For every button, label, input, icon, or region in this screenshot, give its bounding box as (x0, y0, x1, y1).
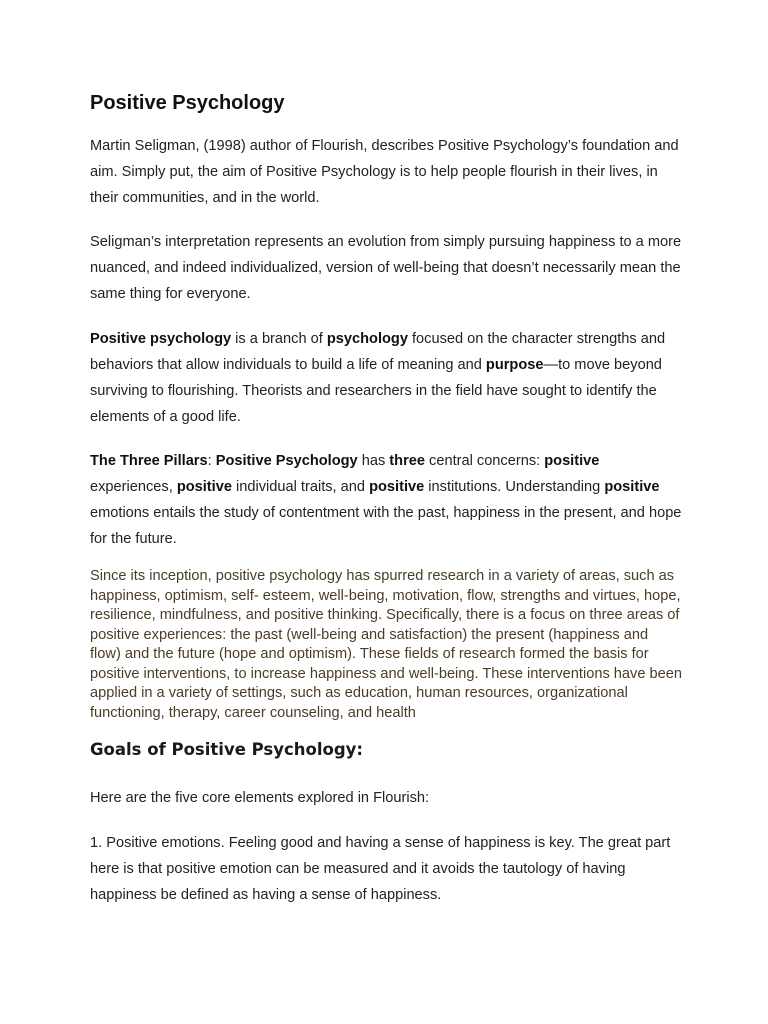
paragraph-three-pillars (90, 448, 682, 552)
paragraph-definition (90, 326, 682, 430)
paragraph-core-elements: Here are the five core elements explored in Flourish: (90, 790, 430, 806)
bold-term: positive (369, 479, 425, 495)
bold-term: purpose (485, 357, 544, 373)
paragraph-intro: Martin Seligman, (1998) author of Flourish, describes Positive Psychology’s foundation and aim. Simply put, the aim of Positive Psychology is to help people flourish in their lives, in their communities, and in the world. (90, 138, 679, 206)
text-run: central concerns: (424, 453, 545, 469)
bold-term: Positive Psychology (215, 453, 358, 469)
text-run: emotions entails the study of contentment with the past, happiness in the present, and hope for the future. (90, 505, 682, 547)
text-run: —to move beyond surviving to flourishing. Theorists and researchers in the field have sought to identify the elements of a good life. (90, 357, 662, 425)
bold-term: The Three Pillars (90, 453, 208, 469)
list-item-positive-emotions: 1. Positive emotions. Feeling good and having a sense of happiness is key. The great part here is that positive emotion can be measured and it avoids the tautology of having happiness be defined as having a sense of happiness. (90, 835, 671, 903)
text-run: focused on the character strengths and behaviors that allow individuals to build a life of meaning and (90, 331, 666, 373)
bold-term: three (389, 453, 425, 469)
bold-term: positive (176, 479, 232, 495)
paragraph-interpretation: Seligman’s interpretation represents an evolution from simply pursuing happiness to a more nuanced, and indeed individualized, version of well-being that doesn’t necessarily mean the same thing for everyone. (90, 234, 682, 302)
bold-term: psychology (326, 331, 408, 347)
text-run: is a branch of (231, 331, 327, 347)
text-run: individual traits, and (231, 479, 370, 495)
bold-term: Positive psychology (90, 331, 232, 347)
paragraph-research-areas: Since its inception, positive psychology has spurred research in a variety of areas, such as happiness, optimism, self- esteem, well-being, motivation, flow, strengths and virtues, hope, resilience, mindfulness, and positive thinking. Specifically, there is a focus on three areas of positive experiences: the past (well-being and satisfaction) the present (happiness and flow) and the future (hope and optimism). These fields of research formed the basis for positive interventions, to increase happiness and well-being. These interventions have been applied in a variety of settings, such as education, human resources, organizational functioning, therapy, career counseling, and health (90, 568, 682, 721)
bold-term: positive (544, 453, 600, 469)
bold-term: positive (604, 479, 660, 495)
text-run: has (357, 453, 390, 469)
page-title: Positive Psychology (90, 92, 285, 114)
text-run: experiences, (90, 479, 177, 495)
text-run: institutions. Understanding (424, 479, 605, 495)
text-run: : (207, 453, 216, 469)
section-heading-goals: Goals of Positive Psychology: (90, 740, 364, 759)
